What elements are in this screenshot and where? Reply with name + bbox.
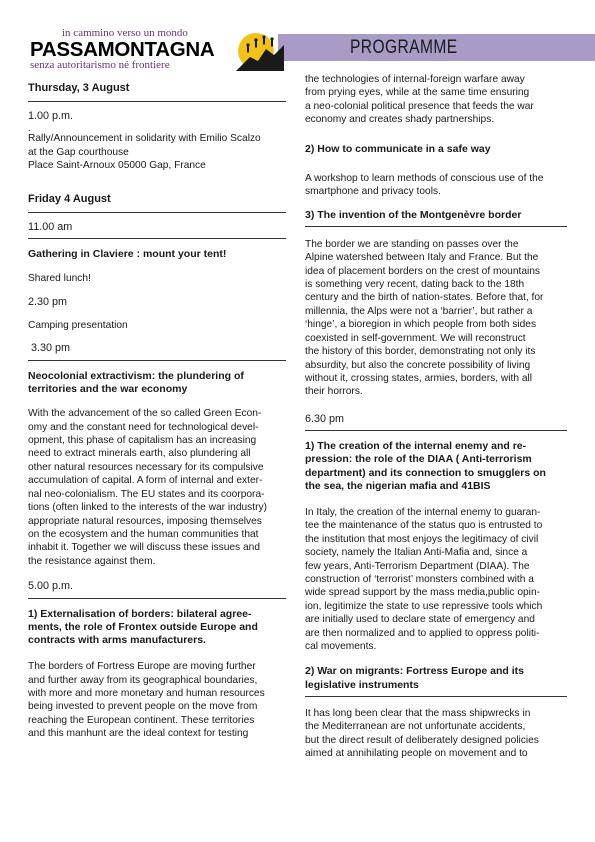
body-line: their horrors. (305, 386, 363, 398)
session-description (28, 407, 286, 568)
body-line: nal neo-colonialism. The EU states and its coorpora- (28, 488, 265, 500)
session-heading (28, 370, 286, 396)
body-line: reaching the European continent. These territories (28, 714, 255, 726)
body-line: economy and creates shady partnerships. (305, 114, 495, 126)
body-line: the institution that most enjoys the legitimacy of civil (305, 533, 539, 545)
body-line: century and the birth of nation-states. Before that, for (305, 292, 544, 304)
divider (28, 238, 286, 239)
body-line: a neo-colonial political presence that feeds the war (305, 100, 534, 112)
divider (305, 226, 567, 227)
session-heading (28, 608, 286, 648)
body-line: the resistance against them. (28, 555, 156, 567)
body-line: on the ecosystem and the human communities that (28, 528, 259, 540)
heading-line: 2) War on migrants: Fortress Europe and its (305, 665, 524, 678)
body-line: wide spread support by the mass media,public opin- (305, 587, 541, 599)
time-slot: 5.00 p.m. (28, 580, 74, 593)
event-title: 3) The invention of the Montgenèvre border (305, 208, 522, 221)
divider (305, 696, 567, 697)
day-heading: Thursday, 3 August (28, 82, 130, 94)
body-line: without it, crossing states, armies, borders, with all (305, 372, 533, 384)
logo-wordmark: PASSAMONTAGNA (30, 38, 215, 61)
body-line: accumulation of capital. A form of internal and exter- (28, 475, 263, 487)
body-line: the technologies of internal-foreign warfare away (305, 74, 525, 85)
body-line: need to extract minerals earth, also plundering all (28, 448, 251, 460)
heading-line: contracts with arms manufacturers. (28, 633, 206, 646)
body-line: aimed at annihilating people on movement and to (305, 748, 528, 760)
time-slot: 2.30 pm (28, 295, 68, 308)
session-description (305, 238, 567, 399)
body-line: opment, this phase of capitalism has an increasing (28, 435, 257, 447)
session-description (305, 506, 567, 653)
body-line: with more and more monetary and human resources (28, 687, 265, 699)
mountain-hikers-icon (236, 27, 284, 71)
body-line: tee the maintenance of the status quo is entrusted to (305, 520, 543, 532)
right-column (305, 73, 567, 760)
body-line: the Mediterranean are not unfortunate accidents, (305, 721, 526, 733)
divider (28, 101, 286, 102)
body-line: is something very recent, dating back to the 18th (305, 279, 525, 291)
event-title: Gathering in Claviere : mount your tent! (28, 248, 227, 261)
heading-line: department) and its connection to smugglers on (305, 466, 546, 479)
page-title: PROGRAMME (350, 37, 458, 58)
time-slot: 11.00 am (28, 220, 73, 233)
session-description (305, 707, 567, 761)
body-line: the history of this border, demonstrating not only its (305, 346, 536, 358)
heading-line: Neocolonial extractivism: the plundering of (28, 369, 244, 382)
heading-line: ments, the role of Frontex outside Europe and (28, 620, 258, 633)
event-text: Shared lunch! (28, 273, 91, 285)
body-line: society, namely the Italian Anti-Mafia and, since a (305, 547, 528, 559)
heading-line: legislative instruments (305, 678, 419, 691)
logo-tagline-top: in cammino verso un mondo (62, 27, 188, 39)
body-line: Alpine watershed between Italy and France. But the (305, 252, 539, 264)
session-heading (305, 440, 567, 493)
session-description (305, 172, 567, 199)
body-line: from prying eyes, while at the same time ensuring (305, 87, 530, 99)
rally-line: Place Saint-Arnoux 05000 Gap, France (28, 160, 206, 172)
body-line: coexisted in self-government. We will reconstruct (305, 332, 526, 344)
body-line: With the advancement of the so called Green Econ- (28, 408, 262, 420)
session-description (28, 660, 286, 740)
time-slot: 6.30 pm (305, 412, 345, 425)
body-line: It has long been clear that the mass shipwrecks in (305, 707, 531, 719)
divider (305, 430, 567, 431)
body-line: appropriate natural resources, imposing themselves (28, 515, 262, 527)
divider (28, 212, 286, 213)
body-line: but the direct result of deliberately designed policies (305, 734, 539, 746)
body-line: millennia, the Alps were not a ‘barrier’, but rather a (305, 305, 533, 317)
body-line: construction of ‘terrorist’ monsters combined with a (305, 573, 534, 585)
time-slot: 1.00 p.m. (28, 110, 74, 122)
heading-line: the sea, the nigerian mafia and 41BIS (305, 479, 491, 492)
body-line: The border we are standing on passes over the (305, 238, 519, 250)
body-line: cal movements. (305, 641, 377, 652)
body-line: ion, legitimize the state to use repressive tools which (305, 600, 543, 612)
heading-line: territories and the war economy (28, 383, 188, 396)
left-column (28, 80, 286, 741)
time-slot: 3.30 pm (28, 342, 71, 355)
body-line: idea of placement borders on the crest of mountains (305, 265, 541, 277)
body-line: ‘hinge’, a bioregion in which people from both sides (305, 319, 537, 331)
body-line: and this manhunt are the ideal context for testing (28, 728, 249, 740)
heading-line: 1) Externalisation of borders: bilateral agree- (28, 607, 252, 620)
event-title: 2) How to communicate in a safe way (305, 142, 491, 155)
heading-line: pression: the role of the DIAA ( Anti-terrorism (305, 453, 532, 466)
title-banner (240, 34, 595, 61)
rally-line: Rally/Announcement in solidarity with Emilio Scalzo (28, 133, 261, 145)
body-line: being invested to prevent people on the move from (28, 701, 258, 713)
body-line: omy and the constant need for technological devel- (28, 421, 259, 433)
day-heading: Friday 4 August (28, 192, 111, 205)
event-text: Camping presentation (28, 320, 128, 332)
body-line: In Italy, the creation of the internal enemy to guaran- (305, 506, 541, 518)
body-line: few years, Anti-Terrorism Department (DIAA). The (305, 560, 530, 572)
rally-line: at the Gap courthouse (28, 146, 129, 158)
session-description (305, 73, 567, 127)
logo (28, 27, 278, 69)
session-heading (305, 665, 567, 691)
body-line: smartphone and privacy tools. (305, 186, 441, 198)
body-line: absurdity, but also the concrete possibility of living (305, 359, 531, 371)
logo-tagline-bottom: senza autoritarismo né frontiere (30, 59, 170, 71)
dot-marker: . (28, 123, 31, 134)
body-line: and further away from its geographical boundaries, (28, 674, 258, 686)
body-line: other natural resources necessary for its compulsive (28, 461, 264, 473)
body-line: are initially used to declare state of emergency and (305, 614, 535, 626)
body-line: The borders of Fortress Europe are moving further (28, 661, 256, 673)
divider (28, 360, 286, 361)
divider (28, 598, 286, 599)
body-line: inhabit it. Together we will discuss these issues and (28, 542, 260, 554)
body-line: are then normalized and to applied to oppress politi- (305, 627, 540, 639)
body-line: tions (often linked to the interests of the war industry) (28, 502, 267, 514)
heading-line: 1) The creation of the internal enemy and re- (305, 440, 527, 453)
body-line: A workshop to learn methods of conscious use of the (305, 172, 544, 184)
